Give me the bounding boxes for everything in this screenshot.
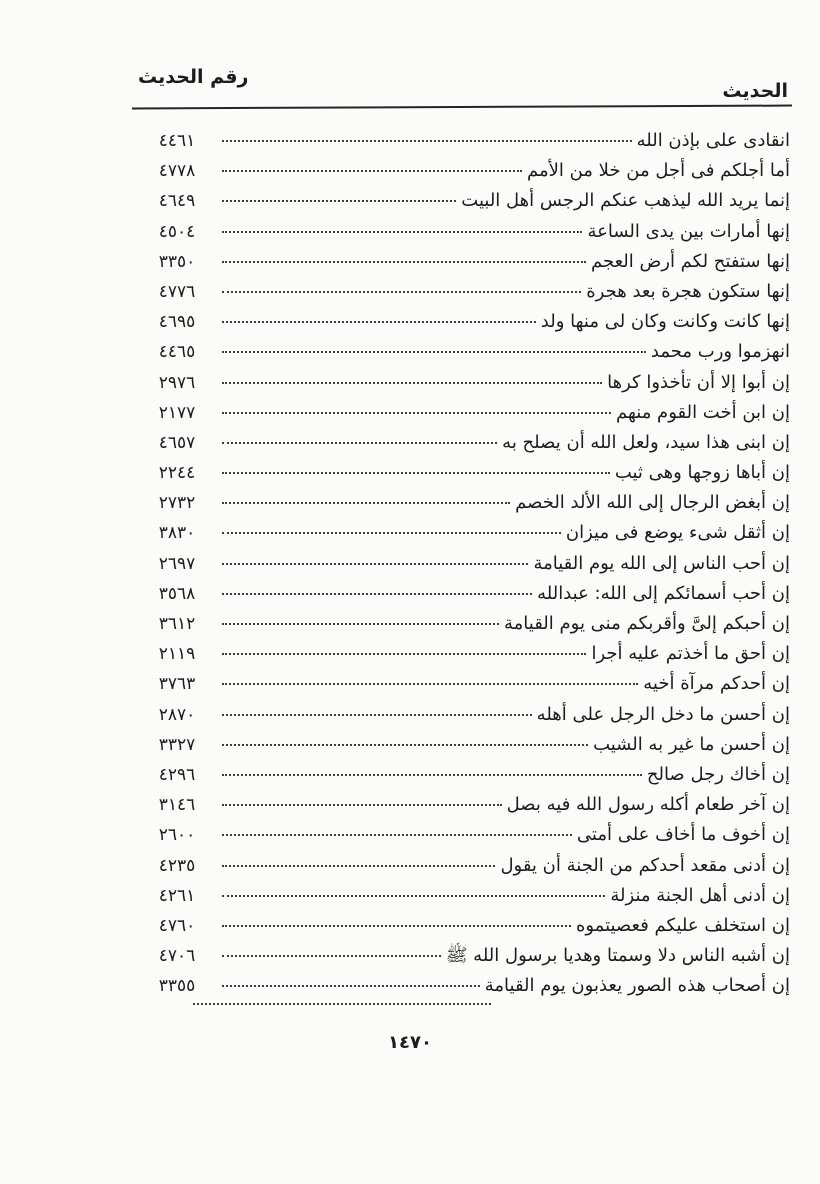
index-entry	[137, 609, 790, 639]
entry-number: ٤٧٠٦	[158, 946, 196, 967]
column-header-hadith-number: رقم الحديث	[138, 66, 249, 88]
index-entry	[137, 549, 790, 579]
entry-text: إن أحسن ما غير به الشيب	[593, 733, 790, 755]
header-divider	[132, 105, 792, 110]
index-entry	[137, 186, 790, 216]
entry-number: ٤٤٦١	[158, 131, 196, 151]
leader-dots	[222, 683, 638, 685]
entry-text: إن أبغض الرجال إلى الله الألد الخصم	[515, 492, 790, 514]
entry-text: إن أشبه الناس دلا وسمتا وهديا برسول الله ﷺ	[445, 945, 790, 967]
entry-number: ٤٦٤٩	[158, 191, 196, 212]
page-number: ١٤٧٠	[388, 1032, 432, 1053]
leader-dots	[222, 653, 586, 655]
leader-dots	[222, 593, 532, 595]
leader-dots	[222, 170, 522, 172]
entry-number: ٣٧٦٣	[158, 674, 196, 695]
leader-dots	[222, 351, 646, 353]
leader-dots	[222, 865, 495, 867]
index-entry	[137, 911, 790, 941]
leader-dots	[222, 140, 632, 142]
entry-number: ٢٧٣٢	[158, 493, 196, 514]
entry-text: إنها أمارات بين يدى الساعة	[587, 220, 790, 242]
entry-number: ٣٥٦٨	[158, 583, 196, 604]
entry-text: انهزموا ورب محمد	[650, 341, 790, 363]
entry-text: إن أحب الناس إلى الله يوم القيامة	[533, 552, 790, 574]
entry-number: ٤٦٩٥	[158, 312, 196, 333]
entry-number: ٤٧٦٠	[158, 915, 196, 936]
entry-number: ٤٢٣٥	[158, 855, 196, 876]
entry-text: إن أحسن ما دخل الرجل على أهله	[536, 703, 790, 725]
leader-dots	[222, 200, 456, 202]
leader-dots	[222, 774, 642, 776]
entry-text: إن أباها زوجها وهى ثيب	[614, 462, 790, 484]
entry-number: ٢٨٧٠	[158, 704, 196, 725]
index-entry	[137, 669, 790, 699]
entry-number: ٣١٤٦	[158, 795, 196, 816]
entry-text: إن أحبكم إلىَّ وأقربكم منى يوم القيامة	[503, 613, 790, 634]
leader-dots	[222, 261, 586, 263]
entry-number: ٣٨٣٠	[158, 523, 196, 544]
index-entry	[137, 851, 790, 881]
index-entry	[137, 126, 790, 156]
wrapped-leader-dots	[193, 1003, 491, 1005]
index-entry	[137, 790, 790, 820]
leader-dots	[222, 472, 610, 474]
entry-text: إن أحب أسمائكم إلى الله: عبدالله	[537, 582, 790, 604]
entry-number: ٣٦١٢	[158, 614, 196, 634]
index-entry	[137, 700, 790, 730]
entry-text: إن أحق ما أخذتم عليه أجرا	[591, 643, 790, 665]
index-entry	[137, 217, 790, 247]
index-entry	[137, 760, 790, 790]
entry-number: ٤٧٧٨	[158, 161, 196, 182]
index-entry	[137, 820, 790, 850]
hadith-index-list	[137, 126, 790, 1001]
entry-number: ٣٣٢٧	[158, 734, 196, 755]
entry-number: ٢٢٤٤	[158, 463, 196, 484]
index-entry	[137, 398, 790, 428]
leader-dots	[222, 291, 581, 293]
index-entry	[137, 337, 790, 367]
index-entry	[137, 881, 790, 911]
entry-number: ٤٤٦٥	[158, 342, 196, 363]
leader-dots	[222, 382, 602, 384]
index-entry	[137, 488, 790, 518]
entry-text: إن ابنى هذا سيد، ولعل الله أن يصلح به	[502, 431, 790, 453]
entry-text: إن أبوا إلا أن تأخذوا كرها	[607, 371, 790, 393]
entry-text: إن أثقل شىء يوضع فى ميزان	[565, 522, 790, 544]
entry-number: ٤٦٥٧	[158, 432, 196, 453]
entry-text: إن أدنى أهل الجنة منزلة	[610, 884, 790, 906]
entry-text: أما أجلكم فى أجل من خلا من الأمم	[527, 160, 790, 182]
entry-number: ٢٦٩٧	[158, 553, 196, 574]
index-entry	[137, 971, 790, 1001]
entry-text: إنما يريد الله ليذهب عنكم الرجس أهل البيت	[461, 190, 790, 212]
index-entry	[137, 579, 790, 609]
entry-text: إن أدنى مقعد أحدكم من الجنة أن يقول	[500, 854, 790, 876]
leader-dots	[222, 834, 572, 836]
index-entry	[137, 368, 790, 398]
index-entry	[137, 458, 790, 488]
entry-number: ٢١٧٧	[158, 402, 196, 423]
index-entry	[137, 247, 790, 277]
entry-number: ٣٣٥٥	[158, 976, 196, 997]
leader-dots	[222, 895, 605, 897]
leader-dots	[222, 623, 499, 625]
leader-dots	[222, 744, 588, 746]
entry-number: ٣٣٥٠	[158, 251, 196, 272]
entry-number: ٢٩٧٦	[158, 372, 196, 393]
entry-text: إنها كانت وكانت وكان لى منها ولد	[540, 311, 790, 333]
entry-number: ٢٦٠٠	[158, 825, 196, 846]
entry-number: ٤٢٦١	[158, 885, 196, 906]
leader-dots	[222, 955, 441, 957]
entry-number: ٢١١٩	[158, 644, 196, 665]
entry-text: إن أحدكم مرآة أخيه	[643, 673, 790, 695]
entry-number: ٤٢٩٦	[158, 764, 196, 785]
leader-dots	[222, 412, 611, 414]
leader-dots	[222, 532, 561, 534]
index-entry	[137, 730, 790, 760]
index-entry	[137, 639, 790, 669]
index-entry	[137, 277, 790, 307]
leader-dots	[222, 714, 532, 716]
entry-number: ٤٥٠٤	[158, 221, 196, 242]
index-entry	[137, 307, 790, 337]
index-entry	[137, 941, 790, 971]
leader-dots	[222, 804, 502, 806]
leader-dots	[222, 925, 571, 927]
entry-text: إن ابن أخت القوم منهم	[615, 401, 790, 423]
entry-text: إن أصحاب هذه الصور يعذبون يوم القيامة	[484, 975, 790, 997]
leader-dots	[222, 231, 582, 233]
entry-text: إن استخلف عليكم فعصيتموه	[575, 914, 790, 936]
entry-text: إن أخوف ما أخاف على أمتى	[576, 824, 790, 846]
entry-text: إن آخر طعام أكله رسول الله فيه بصل	[506, 794, 790, 816]
entry-text: إن أخاك رجل صالح	[646, 763, 790, 785]
index-entry	[137, 518, 790, 548]
leader-dots	[222, 321, 536, 323]
column-header-hadith: الحديث	[722, 80, 788, 102]
leader-dots	[222, 985, 480, 987]
entry-text: إنها ستفتح لكم أرض العجم	[591, 250, 790, 272]
leader-dots	[222, 442, 497, 444]
index-entry	[137, 428, 790, 458]
entry-text: انقادى على بإذن الله	[636, 130, 790, 151]
entry-number: ٤٧٧٦	[158, 281, 196, 302]
leader-dots	[222, 563, 528, 565]
index-entry	[137, 156, 790, 186]
entry-text: إنها ستكون هجرة بعد هجرة	[586, 280, 790, 302]
leader-dots	[222, 502, 510, 504]
